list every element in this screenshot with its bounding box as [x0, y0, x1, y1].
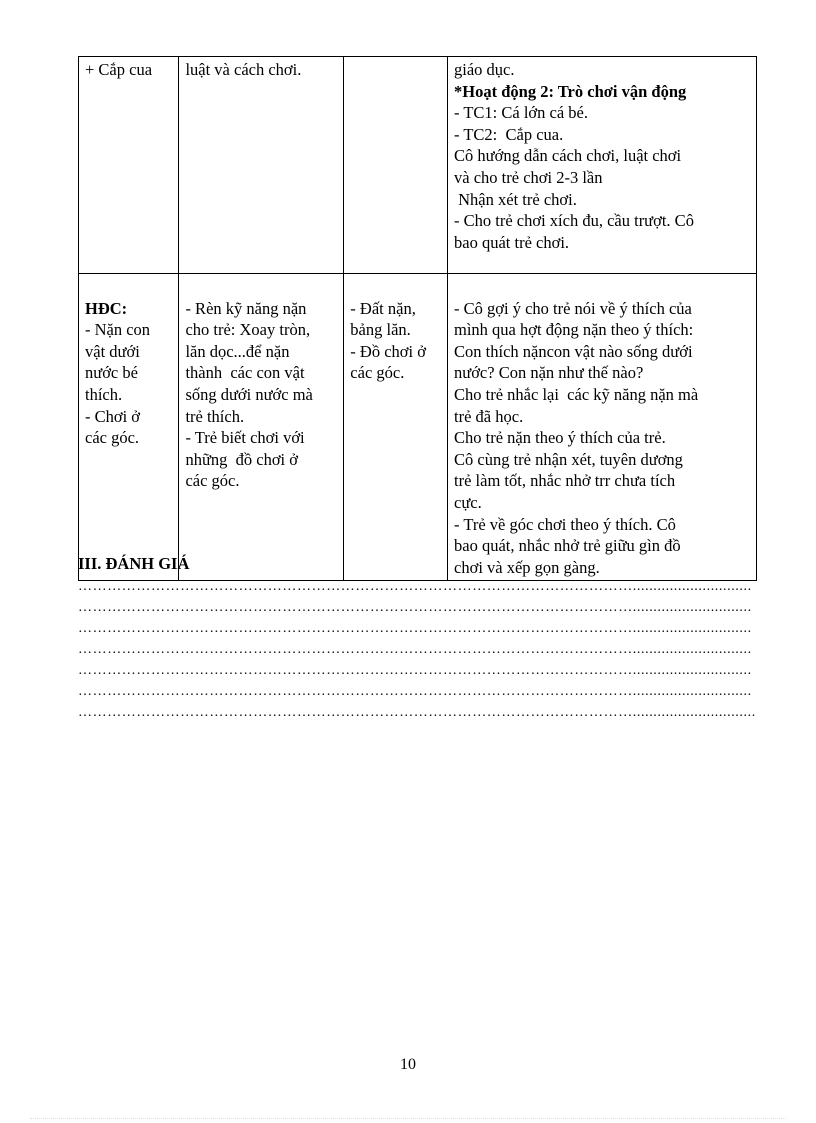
text-line: bao quát, nhắc nhở trẻ giữu gìn đồ [454, 536, 681, 556]
text-line: nước bé [85, 363, 138, 383]
activity-heading: *Hoạt động 2: Trò chơi vận động [454, 81, 687, 101]
dotted-line: ……………………………………………………………………………………………………............................. [78, 600, 752, 615]
text-line: - Nặn con [85, 320, 151, 340]
text-line: các góc. [185, 471, 240, 491]
text-line: mình qua hợt động nặn theo ý thích: [454, 320, 694, 340]
text-line: những đồ chơi ở [185, 449, 298, 469]
text-line: chơi và xếp gọn gàng. [454, 557, 600, 577]
row2-materials-cell [344, 274, 448, 581]
text-line: thành các con vật [185, 363, 305, 383]
text-line: cực. [454, 492, 482, 512]
text-line: + Cắp cua [85, 60, 153, 79]
row1-objective-cell [179, 57, 344, 274]
row2-content-cell [79, 274, 179, 581]
text-line: lăn dọc...để nặn [185, 341, 290, 361]
row1-materials-cell [344, 57, 448, 274]
text-line: Cô hướng dẫn cách chơi, luật chơi [454, 146, 682, 166]
page-number: 10 [400, 1056, 416, 1073]
dotted-line: ……………………………………………………………………………………………………............................. [78, 642, 752, 657]
text-line: bảng lăn. [350, 320, 411, 340]
evaluation-section-title: III. ĐÁNH GIÁ [78, 554, 190, 573]
text-line: Nhận xét trẻ chơi. [454, 189, 577, 209]
text-line: trẻ thích. [185, 406, 245, 426]
text-line: - TC1: Cá lớn cá bé. [454, 103, 588, 123]
text-line: nước? Con nặn như thế nào? [454, 363, 644, 383]
text-line: luật và cách chơi. [185, 60, 302, 79]
text-line: giáo dục. [454, 60, 515, 79]
text-line: sống dưới nước mà [185, 384, 313, 404]
table-row [79, 274, 757, 581]
text-line: trẻ đã học. [454, 406, 524, 426]
dotted-line: …………………………………………………………………………………………………….............................. [78, 705, 756, 720]
text-line: vật dưới [85, 341, 140, 361]
text-line: - Rèn kỹ năng nặn [185, 298, 307, 318]
lesson-plan-table [78, 56, 757, 581]
row2-activity-cell [448, 274, 757, 581]
text-line: - Trẻ biết chơi với [185, 428, 305, 448]
text-line: - Cô gợi ý cho trẻ nói về ý thích của [454, 298, 692, 318]
text-line: Cô cùng trẻ nhận xét, tuyên dương [454, 449, 683, 469]
text-line: - Cho trẻ chơi xích đu, cầu trượt. Cô [454, 211, 694, 231]
text-line: Con thích nặncon vật nào sống dưới [454, 341, 693, 361]
row2-objective-cell [179, 274, 344, 581]
text-line: các góc. [350, 363, 405, 383]
text-line: trẻ làm tốt, nhắc nhở trr chưa tích [454, 471, 676, 491]
dotted-line: ……………………………………………………………………………………………………............................. [78, 663, 752, 678]
page-bottom-border [30, 1118, 786, 1119]
text-line: Cho trẻ nhắc lại các kỹ năng nặn mà [454, 384, 699, 404]
row1-activity-cell [448, 57, 757, 274]
row1-content-cell [79, 57, 179, 274]
dotted-line: ……………………………………………………………………………………………………............................. [78, 621, 752, 636]
text-line: - Trẻ về góc chơi theo ý thích. Cô [454, 514, 676, 534]
text-line: bao quát trẻ chơi. [454, 232, 570, 252]
text-line: và cho trẻ chơi 2-3 lần [454, 167, 603, 187]
text-line: thích. [85, 384, 123, 404]
text-line: - Đồ chơi ở [350, 341, 426, 361]
text-line: cho trẻ: Xoay tròn, [185, 320, 311, 340]
text-line: Cho trẻ nặn theo ý thích của trẻ. [454, 428, 666, 448]
text-line: - Chơi ở [85, 406, 141, 426]
dotted-line: ……………………………………………………………………………………………………............................. [78, 684, 752, 699]
text-line: - TC2: Cắp cua. [454, 124, 564, 144]
text-line: - Đất nặn, [350, 298, 416, 318]
dotted-line: ……………………………………………………………………………………………………............................. [78, 579, 752, 594]
table-row [79, 57, 757, 274]
hdc-heading: HĐC: [85, 298, 128, 318]
text-line: các góc. [85, 428, 140, 448]
